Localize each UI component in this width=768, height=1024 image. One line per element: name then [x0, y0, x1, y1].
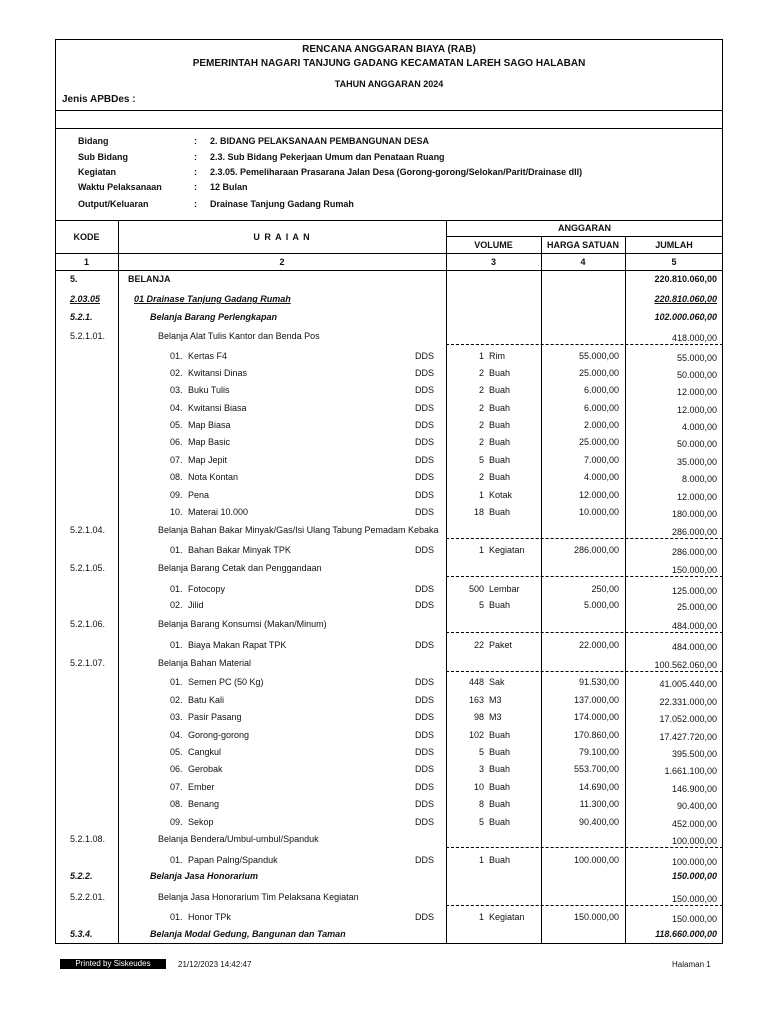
item-unit-price: 5.000,00 — [583, 600, 619, 610]
divider — [55, 128, 723, 129]
item-description: Gorong-gorong — [188, 730, 250, 740]
item-volume: 5 — [478, 600, 484, 610]
doc-title: RENCANA ANGGARAN BIAYA (RAB) — [302, 44, 476, 55]
item-amount: 12.000,00 — [676, 387, 717, 397]
item-source: DDS — [415, 368, 435, 378]
item-description: Papan Palng/Spanduk — [188, 855, 278, 865]
item-unit-price: 90.400,00 — [578, 817, 619, 827]
item-amount: 150.000,00 — [671, 914, 717, 924]
item-volume: 2 — [478, 437, 484, 447]
item-number: 09. — [170, 817, 183, 827]
item-unit-price: 79.100,00 — [578, 747, 619, 757]
item-description: Map Jepit — [188, 455, 228, 465]
item-volume: 500 — [468, 584, 484, 594]
divider — [55, 253, 723, 254]
account-description: Belanja Jasa Honorarium Tim Pelaksana Kegiatan — [158, 892, 359, 902]
item-unit-price: 2.000,00 — [583, 420, 619, 430]
item-description: Biaya Makan Rapat TPK — [188, 640, 287, 650]
account-description: Belanja Alat Tulis Kantor dan Benda Pos — [158, 331, 320, 341]
item-amount: 25.000,00 — [676, 602, 717, 612]
account-description: Belanja Barang Perlengkapan — [150, 312, 278, 322]
item-unit: Buah — [489, 799, 511, 809]
info-value: 2.3.05. Pemeliharaan Prasarana Jalan Desa (Gorong-gorong/Selokan/Parit/Drainase dll) — [210, 167, 583, 177]
column-line — [118, 220, 119, 944]
item-description: Ember — [188, 782, 215, 792]
account-amount: 286.000,00 — [671, 527, 717, 537]
item-amount: 286.000,00 — [671, 547, 717, 557]
item-unit-price: 11.300,00 — [579, 799, 619, 809]
account-amount: 150.000,00 — [671, 565, 717, 575]
item-description: Batu Kali — [188, 695, 225, 705]
jenis-apbdes: Jenis APBDes : — [62, 94, 136, 105]
info-colon: : — [194, 152, 197, 162]
account-code: 5.2.1.04. — [70, 525, 106, 535]
item-amount: 180.000,00 — [671, 509, 717, 519]
item-unit-price: 91.530,00 — [578, 677, 619, 687]
col-kode: KODE — [73, 232, 100, 242]
item-unit: Sak — [489, 677, 505, 687]
item-amount: 35.000,00 — [676, 457, 717, 467]
item-unit: Buah — [489, 855, 511, 865]
item-volume: 1 — [478, 351, 484, 361]
info-colon: : — [194, 136, 197, 146]
dashed-separator — [446, 905, 723, 906]
account-description: 01 Drainase Tanjung Gadang Rumah — [134, 294, 291, 304]
item-number: 09. — [170, 490, 183, 500]
item-unit-price: 100.000,00 — [573, 855, 619, 865]
account-description: Belanja Jasa Honorarium — [150, 871, 259, 881]
info-label: Kegiatan — [78, 167, 117, 177]
item-volume: 2 — [478, 385, 484, 395]
account-amount: 118.660.000,00 — [655, 929, 717, 939]
item-number: 03. — [170, 385, 183, 395]
account-amount: 150.000,00 — [671, 894, 717, 904]
item-unit-price: 150.000,00 — [573, 912, 619, 922]
col-anggaran: ANGGARAN — [558, 223, 611, 233]
info-value: 2. BIDANG PELAKSANAAN PEMBANGUNAN DESA — [210, 136, 430, 146]
item-description: Nota Kontan — [188, 472, 239, 482]
item-unit-price: 174.000,00 — [573, 712, 619, 722]
account-code: 5.2.2.01. — [70, 892, 106, 902]
item-unit-price: 170.860,00 — [573, 730, 619, 740]
item-unit-price: 14.690,00 — [578, 782, 619, 792]
account-code: 5.2.1.07. — [70, 658, 106, 668]
item-unit: Kegiatan — [489, 912, 525, 922]
item-unit-price: 553.700,00 — [573, 764, 619, 774]
printed-by: Printed by Siskeudes — [60, 959, 166, 969]
item-amount: 100.000,00 — [671, 857, 717, 867]
account-amount: 150.000,00 — [671, 871, 717, 881]
item-amount: 50.000,00 — [676, 370, 717, 380]
item-unit: Paket — [489, 640, 513, 650]
item-amount: 395.500,00 — [671, 749, 717, 759]
item-description: Benang — [188, 799, 220, 809]
item-unit: Buah — [489, 507, 511, 517]
item-description: Kwitansi Dinas — [188, 368, 248, 378]
item-unit: Buah — [489, 600, 511, 610]
item-source: DDS — [415, 351, 435, 361]
item-unit: Kegiatan — [489, 545, 525, 555]
item-volume: 163 — [468, 695, 484, 705]
account-amount: 100.562.060,00 — [654, 660, 717, 670]
item-unit: Rim — [489, 351, 505, 361]
item-unit: Buah — [489, 403, 511, 413]
item-unit: Buah — [489, 437, 511, 447]
item-number: 01. — [170, 912, 183, 922]
item-description: Kertas F4 — [188, 351, 228, 361]
item-description: Pasir Pasang — [188, 712, 242, 722]
item-unit-price: 22.000,00 — [578, 640, 619, 650]
item-description: Semen PC (50 Kg) — [188, 677, 264, 687]
item-volume: 22 — [473, 640, 484, 650]
item-amount: 90.400,00 — [676, 801, 717, 811]
item-source: DDS — [415, 600, 435, 610]
item-number: 05. — [170, 420, 183, 430]
item-unit: Kotak — [489, 490, 513, 500]
item-number: 05. — [170, 747, 183, 757]
account-code: 5.2.1.06. — [70, 619, 106, 629]
item-number: 03. — [170, 712, 183, 722]
item-source: DDS — [415, 507, 435, 517]
item-number: 06. — [170, 764, 183, 774]
item-description: Materai 10.000 — [188, 507, 249, 517]
item-description: Bahan Bakar Minyak TPK — [188, 545, 291, 555]
account-code: 5.2.1.05. — [70, 563, 106, 573]
item-unit: Buah — [489, 730, 511, 740]
item-unit-price: 137.000,00 — [573, 695, 619, 705]
item-amount: 8.000,00 — [681, 474, 717, 484]
account-code: 5.3.4. — [70, 929, 93, 939]
item-number: 07. — [170, 455, 183, 465]
item-number: 01. — [170, 584, 183, 594]
account-code: 5.2.2. — [70, 871, 93, 881]
item-number: 02. — [170, 695, 183, 705]
account-description: Belanja Bahan Material — [158, 658, 252, 668]
item-number: 01. — [170, 351, 183, 361]
item-volume: 1 — [478, 545, 484, 555]
item-source: DDS — [415, 545, 435, 555]
page-number: Halaman 1 — [672, 960, 711, 969]
item-volume: 3 — [478, 764, 484, 774]
item-description: Map Basic — [188, 437, 231, 447]
dashed-separator — [446, 576, 723, 577]
item-description: Sekop — [188, 817, 214, 827]
item-number: 02. — [170, 600, 183, 610]
item-description: Cangkul — [188, 747, 222, 757]
item-unit: Buah — [489, 455, 511, 465]
account-amount: 418.000,00 — [671, 333, 717, 343]
item-description: Map Biasa — [188, 420, 231, 430]
item-amount: 12.000,00 — [676, 405, 717, 415]
fiscal-year: TAHUN ANGGARAN 2024 — [334, 79, 444, 89]
item-number: 04. — [170, 730, 183, 740]
col-jumlah: JUMLAH — [655, 240, 693, 250]
item-source: DDS — [415, 712, 435, 722]
dashed-separator — [446, 671, 723, 672]
item-source: DDS — [415, 472, 435, 482]
item-unit: Buah — [489, 385, 511, 395]
item-source: DDS — [415, 695, 435, 705]
item-volume: 18 — [473, 507, 484, 517]
divider — [55, 220, 723, 221]
account-code: 2.03.05 — [70, 294, 101, 304]
col-num-4: 4 — [580, 257, 586, 267]
item-unit: Buah — [489, 472, 511, 482]
item-amount: 484.000,00 — [671, 642, 717, 652]
info-label: Waktu Pelaksanaan — [78, 182, 162, 192]
item-unit: Buah — [489, 764, 511, 774]
item-amount: 17.052.000,00 — [659, 714, 717, 724]
item-unit-price: 7.000,00 — [583, 455, 619, 465]
item-number: 01. — [170, 855, 183, 865]
item-number: 07. — [170, 782, 183, 792]
info-label: Bidang — [78, 136, 109, 146]
item-amount: 146.900,00 — [671, 784, 717, 794]
account-amount: 102.000.060,00 — [654, 312, 717, 322]
item-number: 04. — [170, 403, 183, 413]
account-amount: 220.810.060,00 — [654, 274, 717, 284]
item-source: DDS — [415, 584, 435, 594]
item-number: 08. — [170, 472, 183, 482]
item-source: DDS — [415, 455, 435, 465]
item-volume: 5 — [478, 747, 484, 757]
item-amount: 1.661.100,00 — [664, 766, 717, 776]
item-unit: M3 — [489, 695, 502, 705]
account-description: Belanja Bahan Bakar Minyak/Gas/Isi Ulang Tabung Pemadam Kebaka — [158, 525, 439, 535]
info-value: 12 Bulan — [210, 182, 248, 192]
col-num-2: 2 — [279, 257, 285, 267]
item-source: DDS — [415, 764, 435, 774]
col-num-3: 3 — [490, 257, 496, 267]
item-amount: 125.000,00 — [671, 586, 717, 596]
col-num-1: 1 — [83, 257, 89, 267]
account-code: 5.2.1.08. — [70, 834, 106, 844]
doc-subtitle: PEMERINTAH NAGARI TANJUNG GADANG KECAMATAN LAREH SAGO HALABAN — [192, 58, 586, 69]
col-num-5: 5 — [671, 257, 677, 267]
item-source: DDS — [415, 799, 435, 809]
item-volume: 2 — [478, 472, 484, 482]
item-source: DDS — [415, 403, 435, 413]
account-amount: 484.000,00 — [671, 621, 717, 631]
item-volume: 5 — [478, 455, 484, 465]
divider — [55, 110, 723, 111]
item-volume: 102 — [468, 730, 484, 740]
item-number: 01. — [170, 677, 183, 687]
item-source: DDS — [415, 677, 435, 687]
item-amount: 452.000,00 — [671, 819, 717, 829]
item-source: DDS — [415, 747, 435, 757]
item-source: DDS — [415, 640, 435, 650]
item-volume: 1 — [478, 912, 484, 922]
item-unit-price: 55.000,00 — [578, 351, 619, 361]
col-harga: HARGA SATUAN — [547, 240, 619, 250]
account-code: 5.2.1. — [70, 312, 93, 322]
item-description: Kwitansi Biasa — [188, 403, 247, 413]
item-unit-price: 6.000,00 — [583, 403, 619, 413]
item-source: DDS — [415, 437, 435, 447]
dashed-separator — [446, 632, 723, 633]
item-unit-price: 25.000,00 — [578, 368, 619, 378]
item-description: Buku Tulis — [188, 385, 230, 395]
item-amount: 50.000,00 — [676, 439, 717, 449]
account-amount: 220.810.060,00 — [654, 294, 717, 304]
account-description: BELANJA — [128, 274, 171, 284]
item-source: DDS — [415, 912, 435, 922]
item-volume: 2 — [478, 403, 484, 413]
item-unit: Buah — [489, 420, 511, 430]
col-volume: VOLUME — [474, 240, 513, 250]
info-label: Sub Bidang — [78, 152, 128, 162]
item-volume: 8 — [478, 799, 484, 809]
info-colon: : — [194, 182, 197, 192]
dashed-separator — [446, 538, 723, 539]
col-uraian: U R A I A N — [253, 232, 311, 242]
item-unit-price: 286.000,00 — [573, 545, 619, 555]
dashed-separator — [446, 847, 723, 848]
item-number: 01. — [170, 640, 183, 650]
item-unit-price: 250,00 — [591, 584, 619, 594]
divider — [446, 236, 723, 237]
item-unit: M3 — [489, 712, 502, 722]
item-volume: 1 — [478, 855, 484, 865]
item-unit-price: 10.000,00 — [578, 507, 619, 517]
info-colon: : — [194, 199, 197, 209]
item-amount: 17.427.720,00 — [659, 732, 717, 742]
dashed-separator — [446, 344, 723, 345]
item-number: 10. — [170, 507, 183, 517]
item-number: 08. — [170, 799, 183, 809]
item-amount: 22.331.000,00 — [659, 697, 717, 707]
item-number: 02. — [170, 368, 183, 378]
divider — [55, 270, 723, 271]
item-description: Pena — [188, 490, 210, 500]
item-source: DDS — [415, 385, 435, 395]
item-unit: Buah — [489, 747, 511, 757]
account-amount: 100.000,00 — [671, 836, 717, 846]
info-label: Output/Keluaran — [78, 199, 149, 209]
account-description: Belanja Bendera/Umbul-umbul/Spanduk — [158, 834, 319, 844]
account-description: Belanja Barang Cetak dan Penggandaan — [158, 563, 322, 573]
item-source: DDS — [415, 855, 435, 865]
item-volume: 1 — [478, 490, 484, 500]
item-volume: 448 — [468, 677, 484, 687]
item-unit: Buah — [489, 782, 511, 792]
item-amount: 41.005.440,00 — [659, 679, 717, 689]
item-source: DDS — [415, 817, 435, 827]
account-description: Belanja Barang Konsumsi (Makan/Minum) — [158, 619, 327, 629]
item-amount: 55.000,00 — [676, 353, 717, 363]
print-datetime: 21/12/2023 14:42:47 — [178, 960, 252, 969]
item-unit: Buah — [489, 368, 511, 378]
info-colon: : — [194, 167, 197, 177]
account-description: Belanja Modal Gedung, Bangunan dan Taman — [150, 929, 346, 939]
info-value: Drainase Tanjung Gadang Rumah — [210, 199, 354, 209]
item-number: 06. — [170, 437, 183, 447]
item-volume: 98 — [473, 712, 484, 722]
item-volume: 2 — [478, 368, 484, 378]
item-source: DDS — [415, 782, 435, 792]
account-code: 5. — [70, 274, 78, 284]
item-volume: 2 — [478, 420, 484, 430]
item-amount: 12.000,00 — [676, 492, 717, 502]
item-description: Gerobak — [188, 764, 223, 774]
item-number: 01. — [170, 545, 183, 555]
item-unit-price: 25.000,00 — [578, 437, 619, 447]
item-source: DDS — [415, 490, 435, 500]
item-source: DDS — [415, 420, 435, 430]
item-description: Jilid — [188, 600, 204, 610]
account-code: 5.2.1.01. — [70, 331, 106, 341]
item-source: DDS — [415, 730, 435, 740]
item-unit: Buah — [489, 817, 511, 827]
item-unit-price: 4.000,00 — [583, 472, 619, 482]
item-unit: Lembar — [489, 584, 520, 594]
item-amount: 4.000,00 — [681, 422, 717, 432]
item-volume: 5 — [478, 817, 484, 827]
info-value: 2.3. Sub Bidang Pekerjaan Umum dan Penataan Ruang — [210, 152, 445, 162]
item-description: Honor TPk — [188, 912, 231, 922]
item-unit-price: 12.000,00 — [578, 490, 619, 500]
item-description: Fotocopy — [188, 584, 226, 594]
item-volume: 10 — [473, 782, 484, 792]
column-line — [446, 220, 447, 944]
item-unit-price: 6.000,00 — [583, 385, 619, 395]
